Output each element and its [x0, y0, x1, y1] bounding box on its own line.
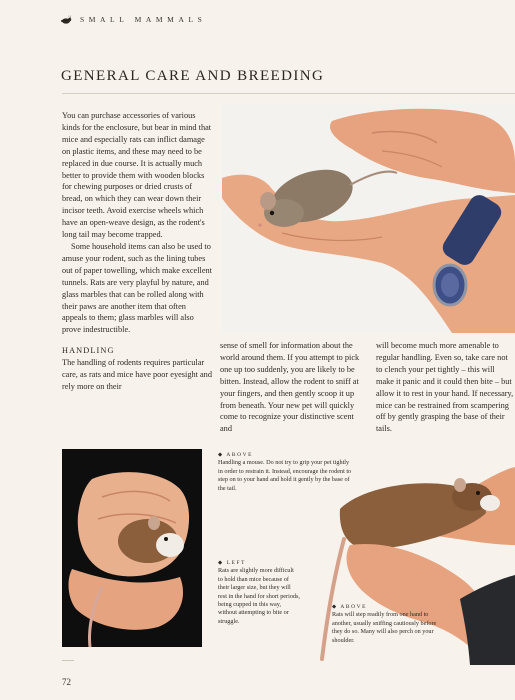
caption-text: Handling a mouse. Do not try to grip your pet tightly in order to restrain it. Instead, encourage the rodent to step on to your hand and hold it gently by the base of the tail.	[218, 459, 352, 492]
paragraph-household-items: Some household items can also be used to amuse your rodent, such as the lining tubes out of paper towelling, which make excellent tunnels. Rats are very playful by nature, and glass marbles that can be rolled along with their paws are another item that often appeals to them; glass marbles will also prove indestructible.	[62, 241, 212, 335]
photo-rat-cupped	[62, 449, 202, 647]
text-column-3	[376, 340, 514, 435]
caption-text: Rats are slightly more difficult to hold than mice because of their larger size, but they will rest in the hand for short periods, being cupped in this way, without attempting to bite or struggle.	[218, 567, 300, 625]
caption-label: ◆ ABOVE	[332, 604, 367, 610]
rabbit-icon	[60, 14, 72, 24]
caption-label: ◆ ABOVE	[218, 452, 253, 458]
page-title: GENERAL CARE AND BREEDING	[61, 68, 325, 84]
page-number: 72	[62, 677, 71, 687]
title-rule	[62, 93, 515, 94]
paragraph-handling-end: will become much more amenable to regular handling. Even so, take care not to clench your pet tightly – this will make it panic and it could then bite – but allow it to rest in your hand. If necessary, mice can be restrained from scampering off by gently grasping the base of their tails.	[376, 341, 514, 434]
section-heading-handling: HANDLING	[62, 346, 115, 356]
running-head: SMALL MAMMALS	[80, 15, 207, 24]
caption-handling-mouse	[218, 451, 352, 493]
caption-rats-cupped	[218, 559, 300, 626]
caption-text: Rats will step readily from one hand to another, usually sniffing cautiously before they do so. Many will also perch on your shoulder.	[332, 611, 437, 644]
caption-rats-step	[332, 603, 448, 645]
footer-rule	[62, 660, 74, 661]
text-column-1	[62, 110, 212, 393]
photo-mouse-on-hands	[222, 103, 515, 333]
paragraph-handling-cont: sense of smell for information about the world around them. If you attempt to pick one up too suddenly, you are likely to be bitten. Instead, allow the rodent to sniff at your fingers, and then gently scoop it up from beneath. Your new pet will quickly come to recognize your distinctive scent and	[220, 341, 360, 434]
caption-label: ◆ LEFT	[218, 560, 246, 566]
paragraph-handling: The handling of rodents requires particular care, as rats and mice have poor eyesight and rely more on their	[62, 358, 212, 391]
text-column-2	[220, 340, 366, 435]
paragraph-accessories: You can purchase accessories of various kinds for the enclosure, but bear in mind that mice and especially rats can inflict damage on plastic items, and these may need to be replaced in due course. It is actually much better to provide them with wooden blocks for chewing purposes or dried crusts of bread, on which they can wear down their incisor teeth. Avoid exercise wheels which have an open-weave design, as the rodent's long tail may become trapped.	[62, 111, 212, 240]
